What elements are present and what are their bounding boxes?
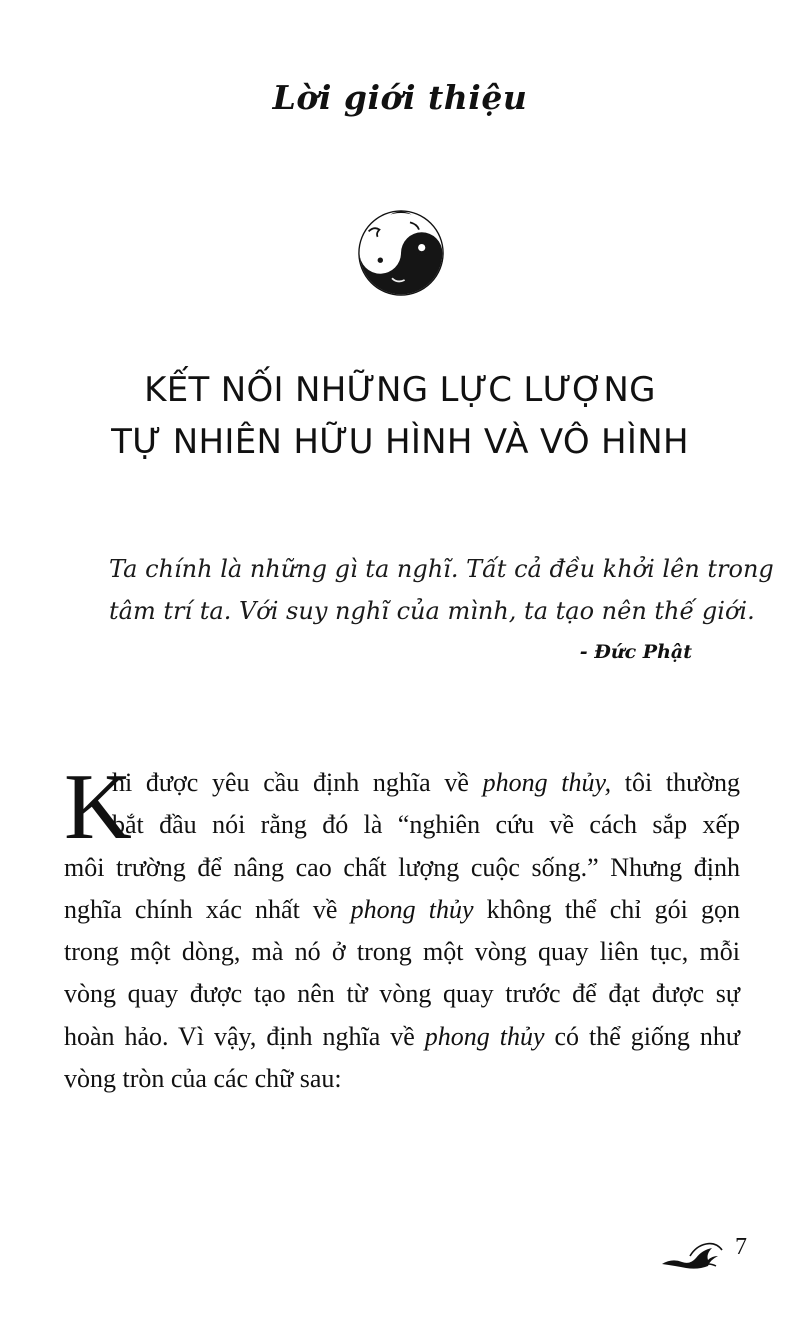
body-line-4 — [64, 889, 740, 931]
body-paragraph — [64, 755, 740, 1100]
body-text-segment: hi được yêu cầu định nghĩa về — [112, 768, 483, 797]
body-text-segment: nghĩa chính xác nhất về — [64, 894, 351, 924]
epigraph-line-2: tâm trí ta. Với suy nghĩ của mình, ta tạo nên thế giới. — [109, 597, 755, 625]
body-line-7 — [64, 1016, 740, 1058]
body-line-8: vòng tròn của các chữ sau: — [64, 1064, 342, 1094]
emphasis-text: phong thủy — [424, 1021, 545, 1051]
body-line-5: trong một dòng, mà nó ở trong một vòng quay liên tục, mỗi — [64, 937, 740, 967]
body-text-segment: tôi thường — [611, 768, 740, 797]
emphasis-text: phong thủy, — [482, 768, 612, 797]
body-text-segment: không thể chỉ gói gọn — [473, 894, 740, 924]
epigraph-quote — [109, 548, 774, 632]
body-text-segment: hoàn hảo. Vì vậy, định nghĩa về — [64, 1021, 425, 1051]
epigraph-attribution: - Đức Phật — [579, 641, 692, 663]
drop-cap: K — [64, 755, 132, 859]
yin-yang-icon — [356, 208, 446, 298]
ornament-flourish-icon — [660, 1236, 732, 1276]
body-line-3: môi trường để nâng cao chất lượng cuộc sống.” Nhưng định — [64, 852, 740, 882]
body-text-segment: có thể giống như — [544, 1021, 740, 1051]
page-number: 7 — [735, 1234, 747, 1260]
body-line-6: vòng quay được tạo nên từ vòng quay trước để đạt được sự — [64, 979, 740, 1009]
chapter-title-line-1: KẾT NỐI NHỮNG LỰC LƯỢNG — [144, 370, 656, 410]
epigraph-line-1: Ta chính là những gì ta nghĩ. Tất cả đều khởi lên trong — [109, 555, 774, 583]
emphasis-text: phong thủy — [350, 894, 474, 924]
chapter-title-line-2: TỰ NHIÊN HỮU HÌNH VÀ VÔ HÌNH — [111, 422, 689, 462]
body-line-2: bắt đầu nói rằng đó là “nghiên cứu về cách sắp xếp — [112, 810, 740, 840]
section-title: Lời giới thiệu — [272, 78, 528, 117]
body-line-1 — [64, 762, 740, 804]
chapter-title — [0, 364, 800, 468]
